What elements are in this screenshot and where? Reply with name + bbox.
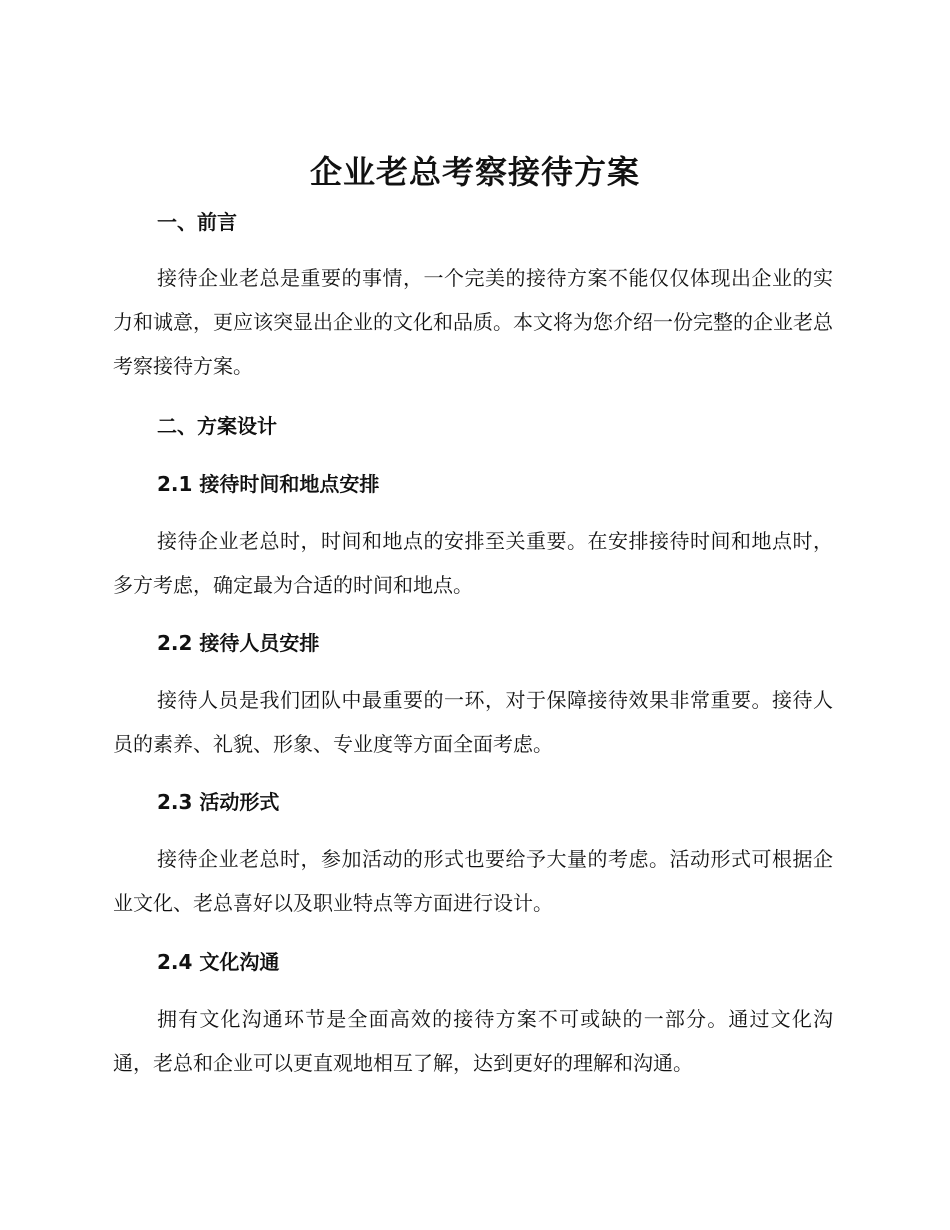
section-heading-plan-design: 二、方案设计 (157, 414, 277, 438)
section-paragraph-culture: 拥有文化沟通环节是全面高效的接待方案不可或缺的一部分。通过文化沟通，老总和企业可以更直观地相互了解，达到更好的理解和沟通。 (113, 1007, 833, 1075)
section-paragraph-preface: 接待企业老总是重要的事情，一个完美的接待方案不能仅仅体现出企业的实力和诚意，更应该突显出企业的文化和品质。本文将为您介绍一份完整的企业老总考察接待方案。 (113, 266, 833, 378)
document-title: 企业老总考察接待方案 (309, 153, 640, 191)
section-heading-time-place: 2.1 接待时间和地点安排 (157, 472, 380, 496)
section-paragraph-time-place: 接待企业老总时，时间和地点的安排至关重要。在安排接待时间和地点时，多方考虑，确定最为合适的时间和地点。 (113, 529, 833, 597)
section-paragraph-activities: 接待企业老总时，参加活动的形式也要给予大量的考虑。活动形式可根据企业文化、老总喜好以及职业特点等方面进行设计。 (113, 847, 833, 915)
section-heading-culture: 2.4 文化沟通 (157, 950, 280, 974)
section-heading-preface: 一、前言 (157, 210, 237, 234)
section-heading-activities: 2.3 活动形式 (157, 790, 280, 814)
section-heading-staff: 2.2 接待人员安排 (157, 631, 320, 655)
section-paragraph-staff: 接待人员是我们团队中最重要的一环，对于保障接待效果非常重要。接待人员的素养、礼貌、形象、专业度等方面全面考虑。 (113, 688, 833, 756)
